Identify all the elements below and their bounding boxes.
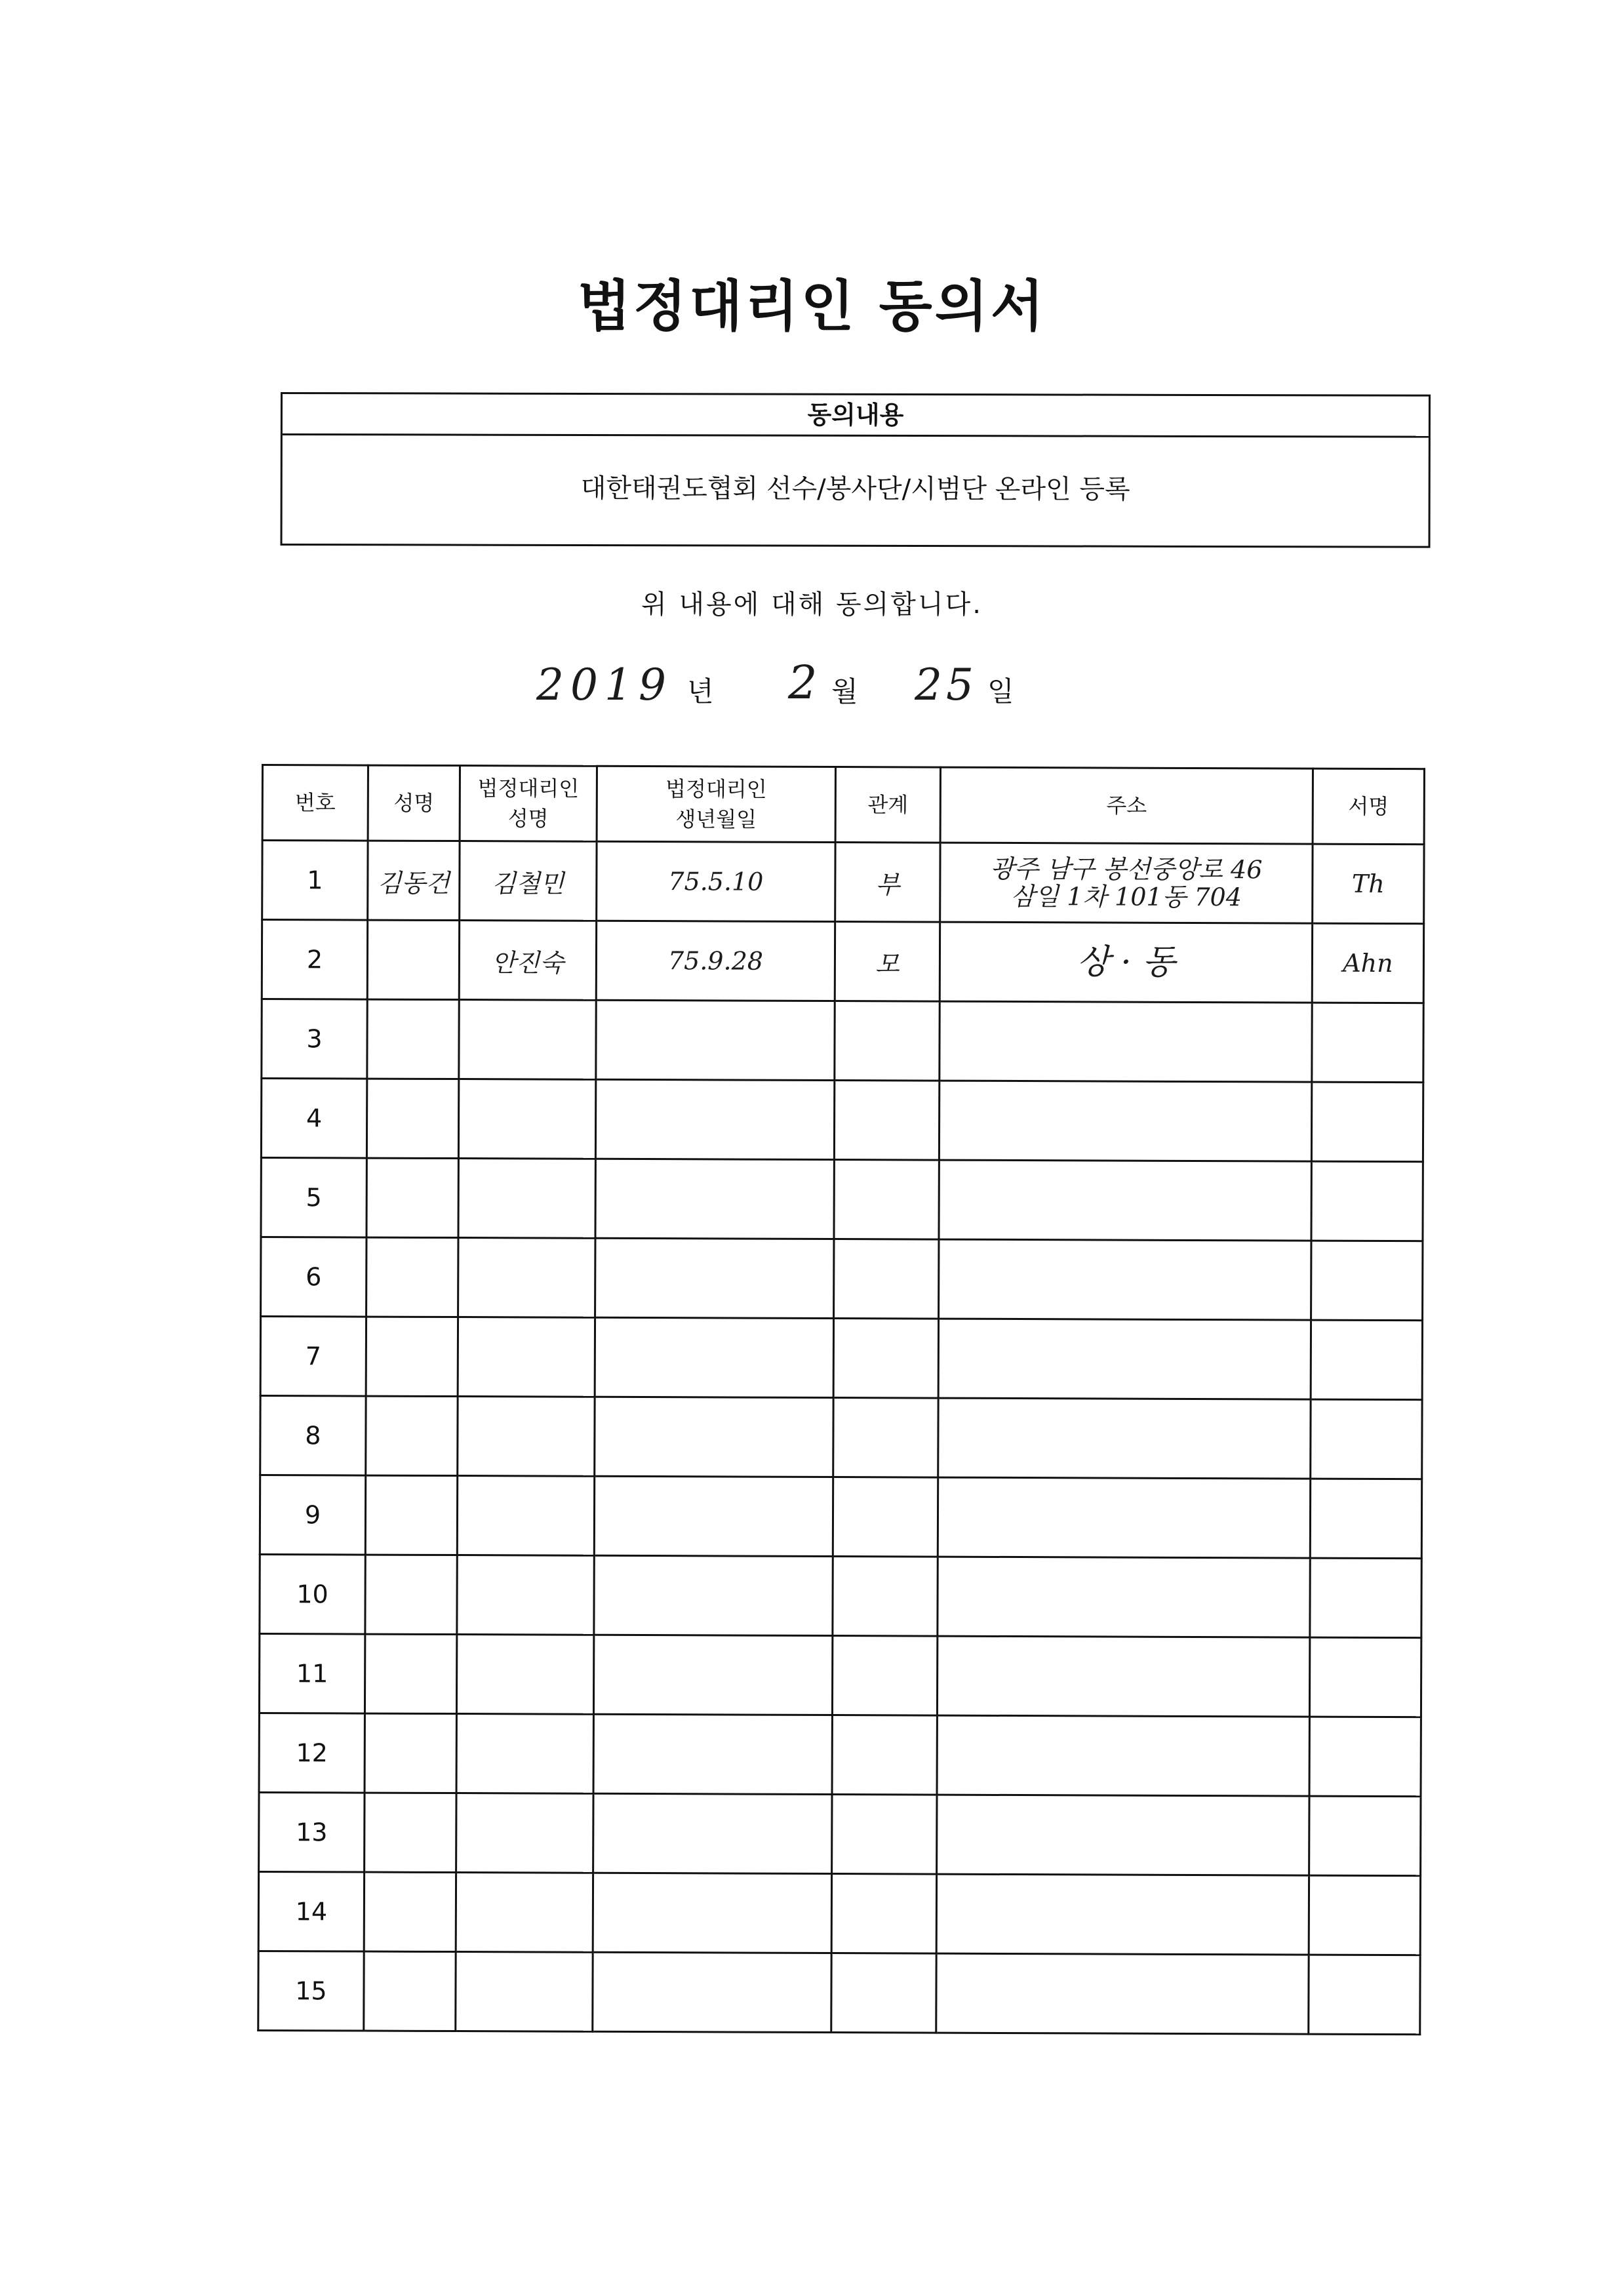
guardian-name (456, 1873, 593, 1953)
header-guardian-name (460, 766, 597, 842)
date-day-label: 일 (987, 675, 1014, 708)
address-line-2 (938, 1755, 1309, 1757)
signature: Th (1313, 844, 1424, 924)
header-guardian-name-line1: 법정대리인 (477, 776, 580, 801)
signature (1310, 1479, 1421, 1559)
date-year-label: 년 (687, 675, 714, 708)
table-row (259, 1633, 1421, 1717)
row-number: 15 (258, 1951, 364, 2031)
guardian-birthdate (593, 1873, 831, 1953)
table-row (259, 1792, 1421, 1875)
guardian-name: 김철민 (460, 841, 597, 921)
address-line-2 (940, 1359, 1310, 1360)
table-header-row (262, 765, 1424, 845)
guardian-birthdate (595, 1397, 833, 1477)
row-number: 14 (258, 1871, 364, 1951)
row-number: 3 (262, 999, 367, 1079)
signature (1309, 1796, 1421, 1876)
address-line-2 (938, 1676, 1309, 1677)
guardian-birthdate (593, 1635, 832, 1715)
participant-name (365, 1634, 456, 1713)
address (936, 1874, 1309, 1955)
signature: Ahn (1312, 923, 1423, 1003)
address (938, 1319, 1311, 1399)
row-number: 7 (260, 1317, 366, 1397)
table-row (262, 841, 1424, 924)
date-year: 2019 (536, 660, 673, 710)
header-guardian-birth-line1: 법정대리인 (665, 776, 767, 802)
participant-name (366, 1396, 458, 1475)
address (940, 922, 1312, 1003)
address-line-2 (937, 1993, 1307, 1995)
relation (833, 1477, 938, 1557)
row-number: 8 (260, 1395, 366, 1475)
address (936, 1953, 1309, 2034)
participant-name (365, 1475, 457, 1555)
table-row (260, 1317, 1422, 1400)
guardian-birthdate: 75.5.10 (597, 841, 835, 921)
address-line-1: 광주 남구 봉선중앙로 46 (990, 854, 1263, 885)
row-number: 12 (259, 1713, 365, 1793)
address-line-2 (938, 1914, 1308, 1915)
row-number: 13 (259, 1792, 365, 1872)
signature (1309, 1717, 1421, 1797)
relation (831, 1953, 936, 2033)
address (938, 1477, 1310, 1558)
address (938, 1398, 1311, 1479)
relation: 부 (835, 843, 940, 923)
table-row (261, 1158, 1423, 1241)
participant-name: 김동건 (368, 841, 460, 920)
header-guardian-birth (597, 766, 835, 842)
guardian-name (456, 1793, 593, 1873)
table-body (258, 841, 1424, 2035)
guardian-name (458, 1397, 595, 1477)
address (939, 1081, 1311, 1161)
guardian-birthdate (595, 1079, 834, 1159)
guardian-name (457, 1476, 594, 1556)
participant-name (364, 1951, 456, 2031)
table-row (261, 1237, 1423, 1321)
header-no: 번호 (262, 765, 368, 841)
address-line-1: 상 · 동 (1077, 942, 1176, 982)
signature (1311, 1082, 1423, 1162)
header-guardian-birth-line2: 생년월일 (675, 807, 757, 832)
consent-body: 대한태권도협회 선수/봉사단/시범단 온라인 등록 (580, 473, 1130, 505)
address-line-2: 삼일 1차 101동 704 (1010, 881, 1242, 912)
guardian-birthdate (593, 1714, 832, 1794)
table-row (261, 1079, 1423, 1162)
address-line-1 (940, 1359, 1310, 1360)
guardian-name (458, 1079, 595, 1159)
consent-header: 동의내용 (283, 394, 1429, 438)
table-row (262, 920, 1423, 1003)
table-row (260, 1554, 1421, 1637)
participant-name (366, 1317, 458, 1396)
relation (832, 1795, 937, 1875)
address-line-1 (939, 1517, 1309, 1519)
address (940, 843, 1313, 923)
guardian-name (458, 1317, 595, 1397)
address (937, 1795, 1309, 1875)
guardian-name (456, 1635, 593, 1715)
address (939, 1160, 1311, 1241)
address (937, 1715, 1309, 1796)
participant-name (365, 1555, 457, 1634)
participant-name (367, 920, 459, 999)
agreement-statement: 위 내용에 대해 동의합니다. (641, 589, 983, 620)
address-line-1 (939, 1438, 1309, 1439)
address-line-1 (940, 1279, 1310, 1281)
date-line (0, 656, 1624, 721)
guardian-birthdate: 75.9.28 (596, 921, 835, 1001)
address (937, 1636, 1309, 1717)
date-day: 25 (915, 660, 978, 710)
participant-name (365, 1793, 456, 1872)
header-address: 주소 (940, 767, 1313, 844)
guardian-name (459, 1000, 596, 1080)
address-line-1 (939, 1597, 1309, 1598)
row-number: 9 (260, 1475, 365, 1555)
document-title (0, 262, 1624, 342)
guardian-birthdate (594, 1555, 833, 1635)
row-number: 11 (259, 1633, 365, 1713)
table-row (260, 1395, 1422, 1479)
signature (1312, 1003, 1423, 1083)
signature (1311, 1320, 1422, 1400)
address-line-1 (940, 1200, 1311, 1201)
header-name: 성명 (368, 765, 460, 841)
row-number: 5 (261, 1158, 366, 1238)
address-line-2 (939, 1438, 1309, 1439)
table-row (262, 999, 1423, 1083)
row-number: 2 (262, 920, 367, 1000)
participant-name (364, 1872, 456, 1951)
guardian-name (457, 1555, 594, 1635)
participant-name (366, 1237, 458, 1317)
date-month-label: 월 (831, 675, 858, 708)
relation (833, 1398, 938, 1478)
signature (1309, 1875, 1420, 1955)
signature (1309, 1637, 1421, 1717)
guardian-name (456, 1714, 593, 1794)
relation (834, 1239, 939, 1319)
header-guardian-name-line2: 성명 (507, 806, 549, 831)
relation (832, 1636, 937, 1716)
guardian-name: 안진숙 (459, 921, 596, 1001)
guardian-birthdate (594, 1476, 833, 1556)
relation (834, 1081, 939, 1161)
participant-name (365, 1713, 456, 1793)
relation (833, 1319, 938, 1399)
address-line-2 (939, 1597, 1309, 1598)
signature (1311, 1241, 1423, 1321)
relation (831, 1874, 936, 1954)
relation (834, 1160, 939, 1240)
address (940, 1001, 1312, 1082)
address-line-1 (938, 1835, 1308, 1836)
title-part-2: 동의서 (879, 274, 1047, 338)
signature (1310, 1558, 1421, 1638)
address-line-1 (940, 1121, 1311, 1122)
address-line-2 (940, 1200, 1311, 1201)
relation (832, 1715, 937, 1795)
header-signature: 서명 (1313, 768, 1424, 845)
guardian-birthdate (593, 1952, 831, 2032)
participant-name (366, 1158, 458, 1237)
guardian-birthdate (593, 1793, 832, 1873)
address (939, 1239, 1311, 1320)
address-line-1 (941, 1041, 1311, 1043)
guardian-name (458, 1238, 595, 1318)
signature (1311, 1161, 1423, 1241)
address-line-1 (937, 1993, 1307, 1995)
address-line-2 (938, 1835, 1308, 1836)
table-row (259, 1713, 1421, 1796)
header-relation: 관계 (835, 767, 940, 843)
row-number: 10 (260, 1554, 365, 1634)
signature (1309, 1955, 1420, 2035)
guardian-birthdate (596, 1000, 835, 1080)
row-number: 1 (262, 841, 368, 921)
address-line-1 (938, 1755, 1309, 1757)
address (938, 1557, 1310, 1637)
consent-box (281, 392, 1431, 548)
address-line-2 (940, 1121, 1311, 1122)
table-row (260, 1475, 1421, 1558)
guardian-table (257, 764, 1425, 2035)
table-row (258, 1951, 1420, 2034)
address-line-2 (940, 1279, 1310, 1281)
address-line-1 (938, 1914, 1308, 1915)
address-line-2 (939, 1517, 1309, 1519)
participant-name (367, 999, 459, 1079)
row-number: 4 (261, 1079, 366, 1159)
relation: 모 (835, 922, 940, 1002)
guardian-name (456, 1952, 593, 2032)
table-row (258, 1871, 1420, 1955)
title-part-1: 법정대리인 (577, 274, 857, 338)
address-line-2 (941, 1041, 1311, 1043)
guardian-birthdate (595, 1159, 834, 1239)
relation (833, 1557, 938, 1637)
date-month: 2 (788, 656, 818, 709)
signature (1311, 1399, 1422, 1479)
relation (835, 1001, 940, 1081)
guardian-birthdate (595, 1317, 833, 1397)
guardian-name (458, 1159, 595, 1239)
row-number: 6 (261, 1237, 366, 1317)
guardian-birthdate (595, 1238, 834, 1318)
participant-name (366, 1079, 458, 1158)
address-line-1 (938, 1676, 1309, 1677)
